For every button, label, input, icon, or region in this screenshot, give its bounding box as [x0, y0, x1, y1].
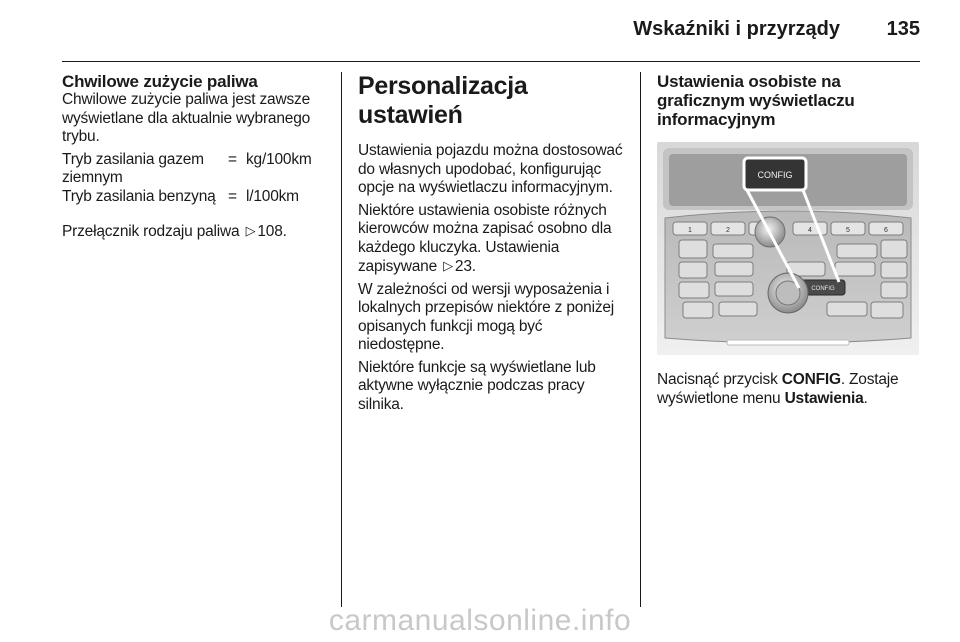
infotainment-console-illustration — [657, 142, 919, 355]
key-label: 2 — [726, 227, 730, 234]
page-ref-icon: ▷ — [443, 258, 453, 273]
spec-unit: l/100km — [246, 187, 299, 205]
cross-reference-text: Przełącznik rodzaju paliwa — [62, 223, 240, 240]
spec-row — [62, 188, 326, 207]
paragraph: Ustawienia pojazdu można dostosować do własnych upodobać, konfigurując opcje na wyświetlaczu informacyjnym. — [358, 142, 623, 196]
spec-row — [62, 151, 326, 188]
cross-reference — [62, 222, 326, 242]
column-graphic-display — [657, 72, 921, 408]
intro-paragraph: Chwilowe zużycie paliwa jest zawsze wyświetlane dla aktualnie wybranego trybu. — [62, 91, 311, 145]
spec-sep: = — [228, 150, 237, 168]
key-label: 6 — [884, 227, 888, 234]
spec-mode: Tryb zasilania gazem ziemnym — [62, 150, 204, 186]
header-divider — [62, 61, 920, 62]
column-divider-1 — [341, 72, 342, 607]
column-personalization — [358, 72, 626, 414]
heading-instant-consumption: Chwilowe zużycie paliwa — [62, 72, 258, 91]
caption-text: . Zostaje wyświetlone menu — [657, 371, 899, 407]
config-button-reference: CONFIG — [781, 371, 841, 388]
page-header — [0, 0, 960, 62]
paragraph: W zależności od wersji wyposażenia i lokalnych przepisów niektóre z poniżej opisanych funkcji mogą być niedostępne. — [358, 280, 615, 353]
config-callout-label: CONFIG — [757, 170, 793, 180]
config-button-label: CONFIG — [811, 286, 835, 292]
key-label: 4 — [808, 227, 812, 234]
watermark: carmanualsonline.info — [328, 604, 632, 637]
caption-text: Nacisnąć przycisk — [657, 371, 778, 388]
spec-sep: = — [228, 187, 237, 205]
page-number: 135 — [886, 18, 920, 40]
heading-personalization: Personalizacja ustawień — [358, 72, 528, 129]
column-divider-2 — [640, 72, 641, 607]
page-ref-icon: ▷ — [245, 223, 256, 238]
key-label: 1 — [688, 227, 692, 234]
console-figure — [657, 142, 919, 355]
spec-unit: kg/100km — [246, 150, 312, 168]
paragraph — [358, 202, 626, 277]
settings-menu-reference: Ustawienia — [784, 389, 864, 407]
paragraph-text: Niektóre ustawienia osobiste różnych kierowców można zapisać osobno dla każdego kluczyka. Ustawienia zapisywane — [358, 201, 612, 275]
paragraph: Niektóre funkcje są wyświetlane lub aktywne wyłącznie podczas pracy silnika. — [358, 358, 596, 413]
cross-reference-page: 108. — [257, 223, 287, 240]
figure-caption — [657, 371, 921, 408]
column-fuel-consumption — [62, 72, 326, 242]
heading-graphic-display: Ustawienia osobiste na graficznym wyświetlaczu informacyjnym — [657, 72, 855, 129]
spec-mode: Tryb zasilania benzyną — [62, 187, 216, 205]
caption-text: . — [863, 389, 868, 407]
key-label: 5 — [846, 227, 850, 234]
cross-reference-page: 23. — [454, 258, 476, 275]
section-title: Wskaźniki i przyrządy — [633, 18, 840, 40]
